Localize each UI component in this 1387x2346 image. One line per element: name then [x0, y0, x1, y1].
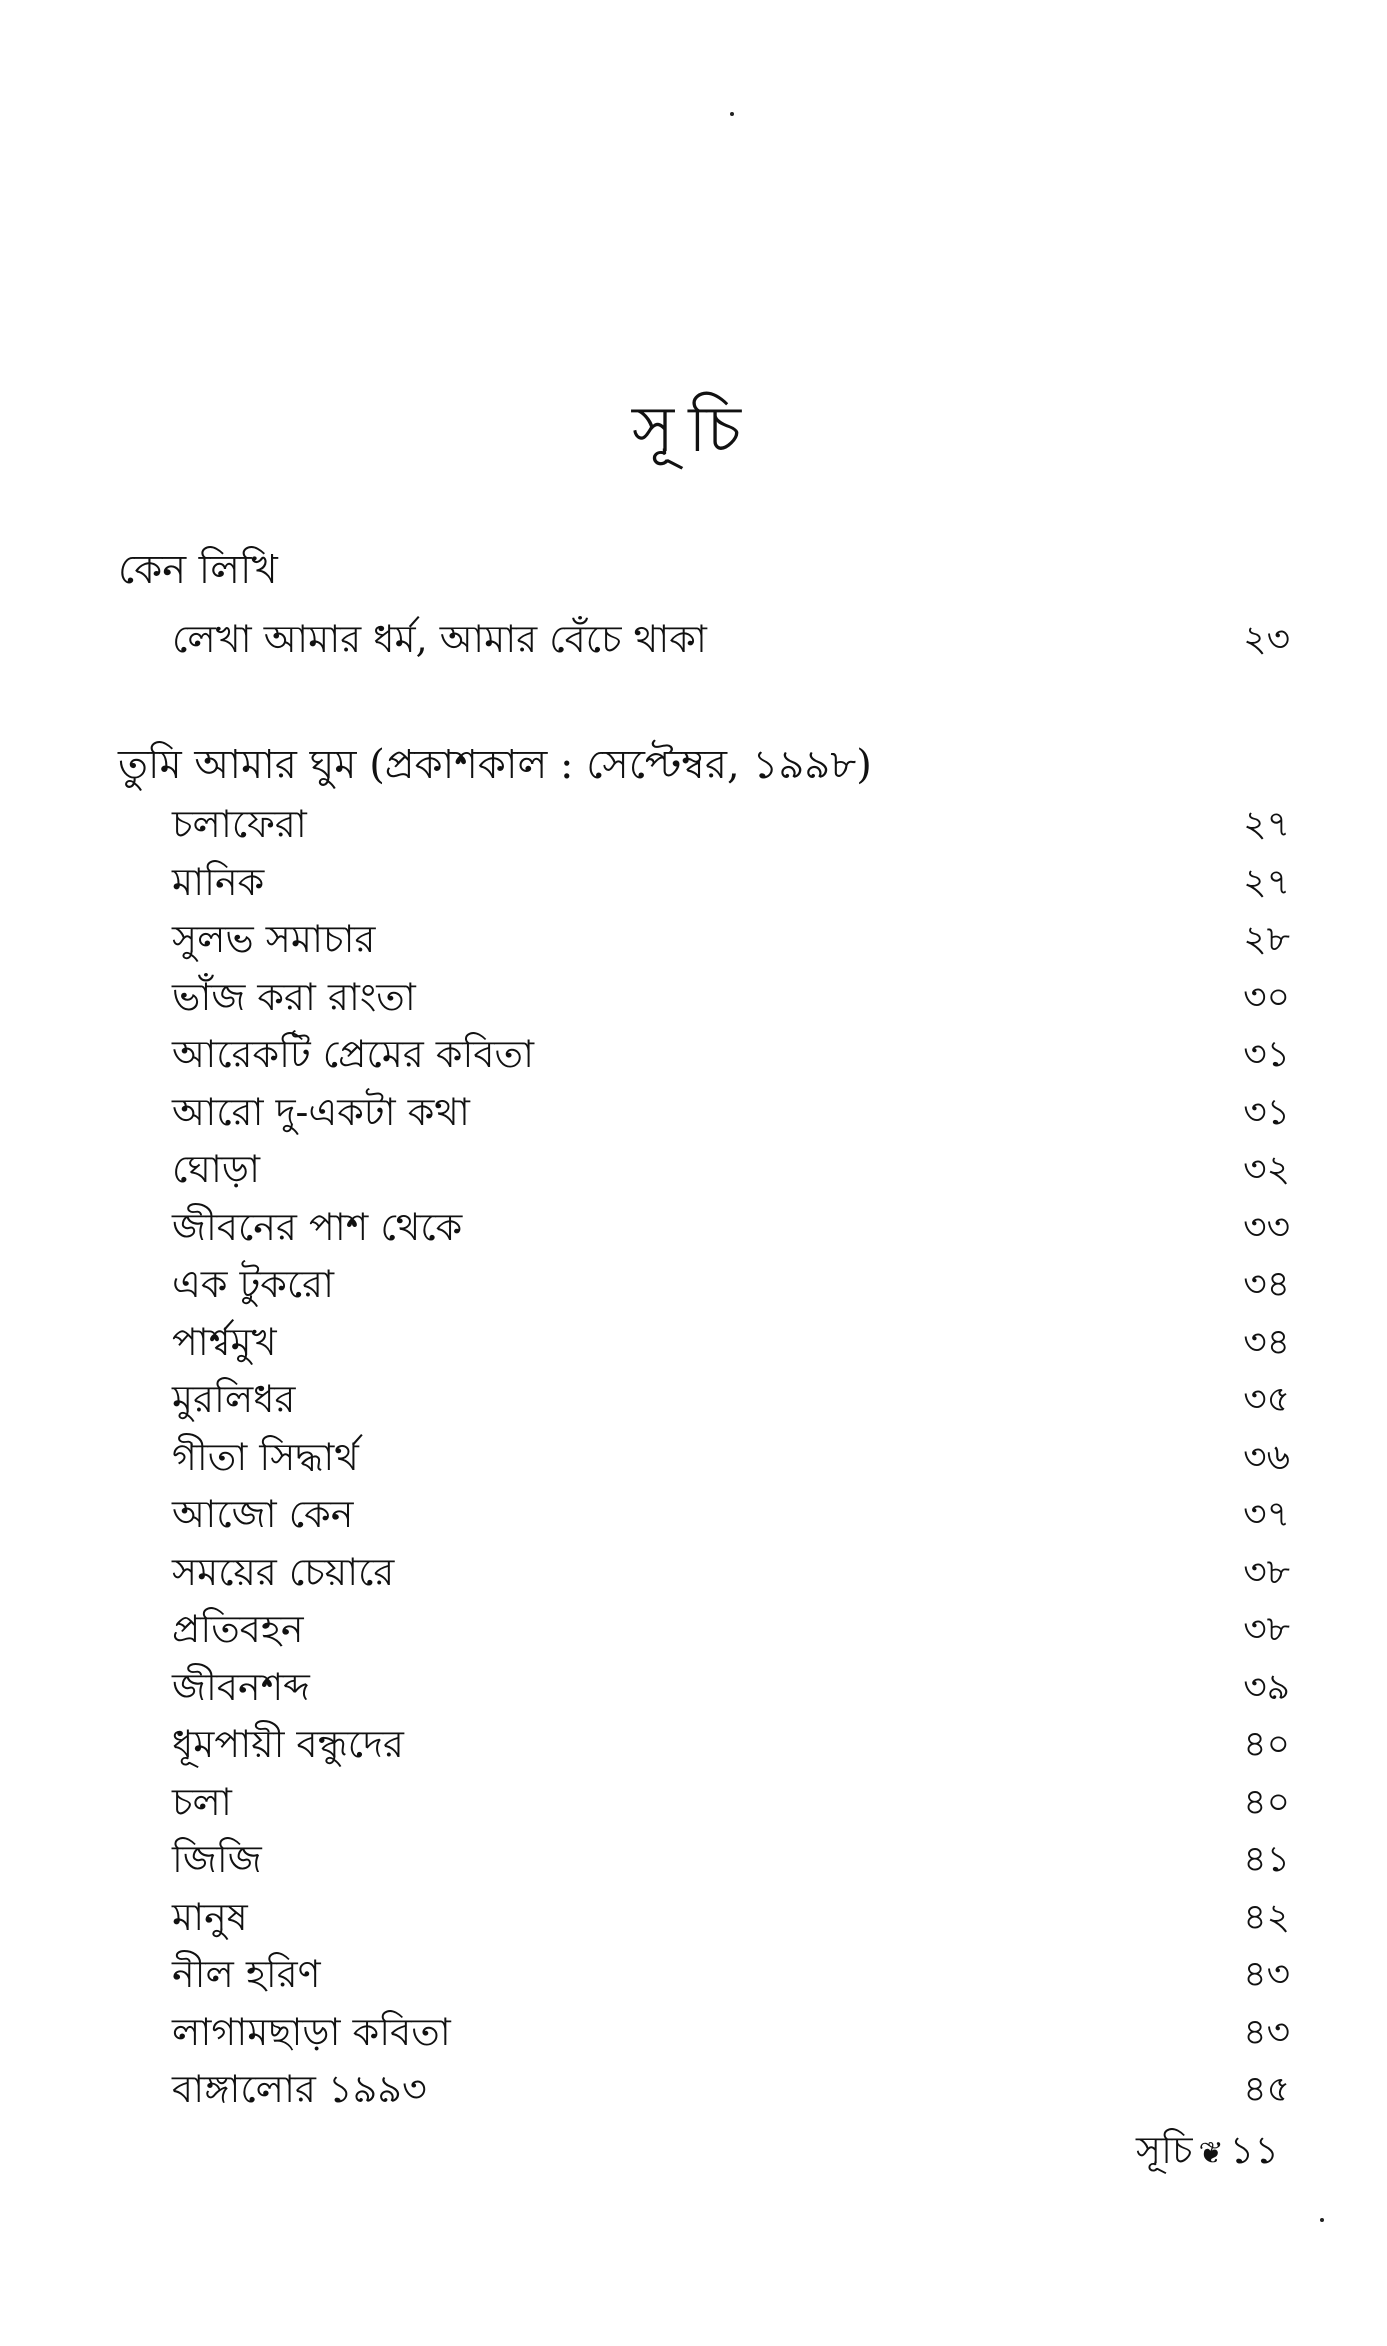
- toc-entry-page-number: ৩৯: [1243, 1666, 1290, 1708]
- toc-entry: [172, 1256, 1290, 1314]
- toc-entry-page-number: ৩৩: [1243, 1206, 1290, 1248]
- toc-entry-title: মানুষ: [172, 1894, 248, 1939]
- toc-entry-page-number: ৩৮: [1243, 1551, 1290, 1593]
- toc-entry: [172, 1371, 1290, 1429]
- toc-entry: [172, 1659, 1290, 1717]
- toc-entry: [172, 1831, 1290, 1889]
- toc-entry-title: ভাঁজ করা রাংতা: [172, 974, 416, 1019]
- toc-entry-title: মুরলিধর: [172, 1377, 296, 1421]
- toc-entry-page-number: ২৭: [1243, 804, 1290, 845]
- toc-list-section-1: [172, 611, 1290, 669]
- toc-entry: [172, 1314, 1290, 1372]
- toc-entry-page-number: ২৭: [1243, 861, 1290, 903]
- toc-entry-page-number: ৪২: [1243, 1896, 1290, 1938]
- toc-entry-page-number: ৩০: [1243, 976, 1290, 1018]
- toc-entry-title: এক টুকরো: [172, 1262, 335, 1306]
- toc-entry-title: ধূমপায়ী বন্ধুদের: [172, 1722, 404, 1766]
- toc-entry-page-number: ৩৮: [1243, 1609, 1290, 1650]
- toc-entry-title: পার্শ্বমুখ: [172, 1319, 277, 1364]
- toc-entry-title: বাঙ্গালোর ১৯৯৩: [172, 2067, 427, 2111]
- toc-entry: [172, 1084, 1290, 1142]
- toc-entry-title: আরো দু-একটা কথা: [172, 1089, 470, 1134]
- toc-entry-page-number: ৩১: [1243, 1091, 1290, 1133]
- section-heading-ken-likhi: কেন লিখি: [118, 547, 278, 593]
- toc-entry-page-number: ৪৩: [1243, 1954, 1290, 1995]
- toc-entry: [172, 2004, 1290, 2062]
- toc-entry-title: আজো কেন: [172, 1492, 354, 1536]
- toc-entry: [172, 1946, 1290, 2004]
- toc-entry-page-number: ৩২: [1243, 1149, 1290, 1190]
- toc-entry-title: নীল হরিণ: [172, 1952, 321, 1996]
- toc-entry: [172, 2061, 1290, 2119]
- toc-entry-page-number: ৪১: [1243, 1839, 1290, 1880]
- footer-page-number: ১১: [1229, 2128, 1279, 2172]
- toc-entry-title: ঘোড়া: [172, 1147, 261, 1191]
- toc-entry-title: জিজি: [172, 1837, 262, 1881]
- page-title: সূচি: [631, 393, 756, 467]
- toc-entry: [172, 1141, 1290, 1199]
- toc-entry-page-number: ৩১: [1243, 1034, 1290, 1075]
- toc-entry: [172, 1774, 1290, 1832]
- toc-entry-title: সুলভ সমাচার: [172, 917, 376, 961]
- toc-entry: [172, 1601, 1290, 1659]
- toc-entry-page-number: ৪৫: [1243, 2069, 1290, 2110]
- toc-entry-page-number: ৪৩: [1243, 2011, 1290, 2053]
- toc-entry-page-number: ৪০: [1243, 1781, 1290, 1823]
- toc-entry-page-number: ৩৫: [1243, 1379, 1290, 1420]
- toc-entry: [172, 796, 1290, 854]
- toc-entry: [172, 854, 1290, 912]
- toc-entry: [172, 1889, 1290, 1947]
- toc-entry-page-number: ৩৪: [1243, 1264, 1290, 1305]
- toc-entry-title: চলা: [172, 1779, 232, 1824]
- toc-entry: [172, 1199, 1290, 1257]
- toc-entry-title: চলাফেরা: [172, 802, 307, 846]
- toc-entry-page-number: ২৮: [1243, 919, 1290, 960]
- print-speck: [730, 112, 734, 116]
- toc-list-section-2: [172, 796, 1290, 2119]
- toc-entry-title: জীবনের পাশ থেকে: [172, 1204, 463, 1249]
- page-footer: [1136, 2120, 1279, 2184]
- section-heading-tumi-amar-ghum: তুমি আমার ঘুম (প্রকাশকাল : সেপ্টেম্বর, ১৯৯৮): [118, 742, 872, 788]
- toc-entry-title: গীতা সিদ্ধার্থ: [172, 1434, 359, 1479]
- toc-entry-page-number: ৩৬: [1243, 1436, 1290, 1478]
- fleuron-icon: ❦: [1198, 2136, 1224, 2171]
- toc-entry: [172, 1429, 1290, 1487]
- footer-label: সূচি: [1136, 2128, 1193, 2172]
- toc-entry: [172, 1544, 1290, 1602]
- toc-entry-title: সময়ের চেয়ারে: [172, 1549, 395, 1594]
- toc-entry-title: লাগামছাড়া কবিতা: [172, 2009, 451, 2054]
- toc-entry-page-number: ২৩: [1243, 619, 1290, 660]
- toc-entry: [172, 969, 1290, 1027]
- print-speck: [1320, 2218, 1324, 2222]
- toc-entry: [172, 1486, 1290, 1544]
- toc-entry-title: প্রতিবহন: [172, 1607, 304, 1651]
- toc-entry: [172, 1026, 1290, 1084]
- toc-entry: [172, 911, 1290, 969]
- toc-entry: [172, 611, 1290, 669]
- toc-entry-title: লেখা আমার ধর্ম, আমার বেঁচে থাকা: [172, 617, 707, 661]
- toc-entry-title: মানিক: [172, 859, 265, 904]
- toc-entry-title: আরেকটি প্রেমের কবিতা: [172, 1032, 535, 1076]
- toc-entry-title: জীবনশব্দ: [172, 1664, 310, 1709]
- toc-entry-page-number: ৩৪: [1243, 1321, 1290, 1363]
- toc-entry: [172, 1716, 1290, 1774]
- toc-entry-page-number: ৩৭: [1243, 1494, 1290, 1535]
- toc-entry-page-number: ৪০: [1243, 1724, 1290, 1765]
